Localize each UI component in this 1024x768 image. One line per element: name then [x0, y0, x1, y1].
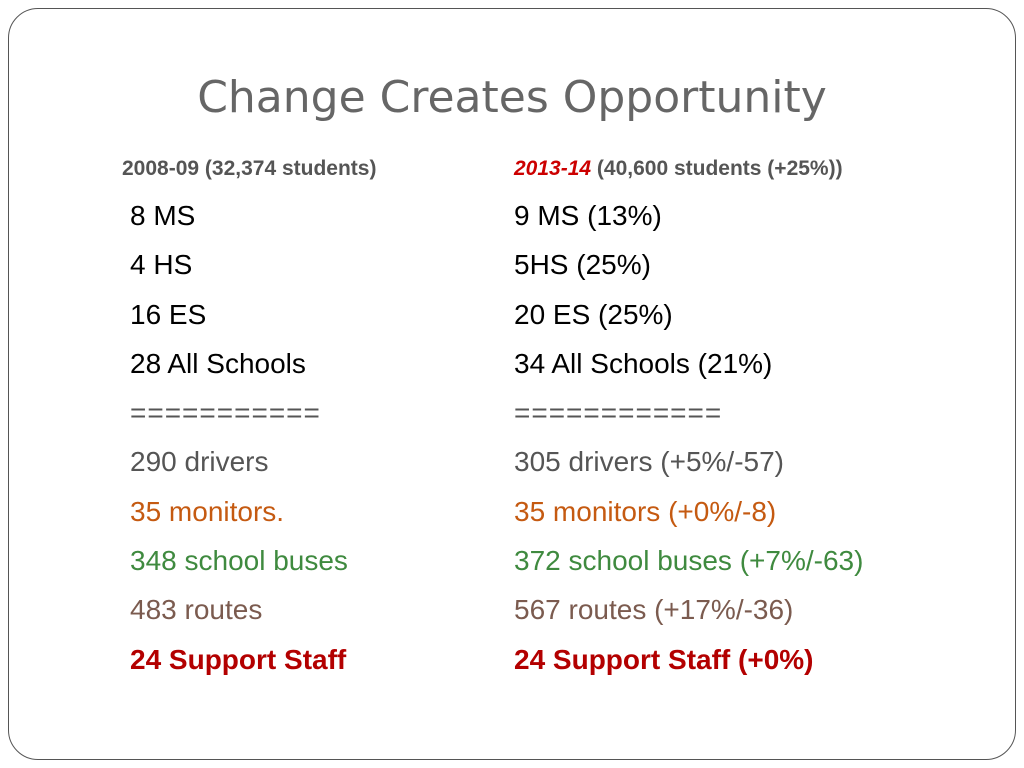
right-monitors: 35 monitors (+0%/-8) — [514, 495, 777, 527]
left-drivers: 290 drivers — [130, 446, 269, 478]
left-column — [130, 191, 348, 684]
right-all-schools: 34 All Schools (21%) — [514, 347, 773, 379]
left-hs-count: 4 HS — [130, 249, 193, 281]
left-routes: 483 routes — [130, 594, 263, 626]
slide-title: Change Creates Opportunity — [197, 72, 827, 123]
left-ms-count: 8 MS — [130, 200, 196, 231]
left-all-schools: 28 All Schools — [130, 347, 306, 379]
left-school-buses: 348 school buses — [130, 545, 348, 577]
right-header-year: 2013-14 — [514, 157, 592, 180]
right-es-count: 20 ES (25%) — [514, 298, 673, 330]
left-es-count: 16 ES — [130, 298, 207, 330]
left-monitors: 35 monitors. — [130, 495, 285, 527]
right-hs-count: 5HS (25%) — [514, 249, 651, 281]
right-column — [514, 191, 863, 684]
right-routes: 567 routes (+17%/-36) — [514, 594, 794, 626]
right-ms-count: 9 MS (13%) — [514, 200, 662, 231]
right-separator: ============ — [514, 397, 723, 429]
right-school-buses: 372 school buses (+7%/-63) — [514, 545, 864, 577]
right-support-staff: 24 Support Staff (+0%) — [514, 643, 814, 675]
left-column-header: 2008-09 (32,374 students) — [122, 157, 377, 180]
left-support-staff: 24 Support Staff — [130, 643, 347, 675]
right-header-detail: (40,600 students (+25%)) — [591, 157, 843, 180]
left-separator: =========== — [130, 397, 321, 429]
right-drivers: 305 drivers (+5%/-57) — [514, 446, 785, 478]
right-column-header — [514, 156, 843, 182]
